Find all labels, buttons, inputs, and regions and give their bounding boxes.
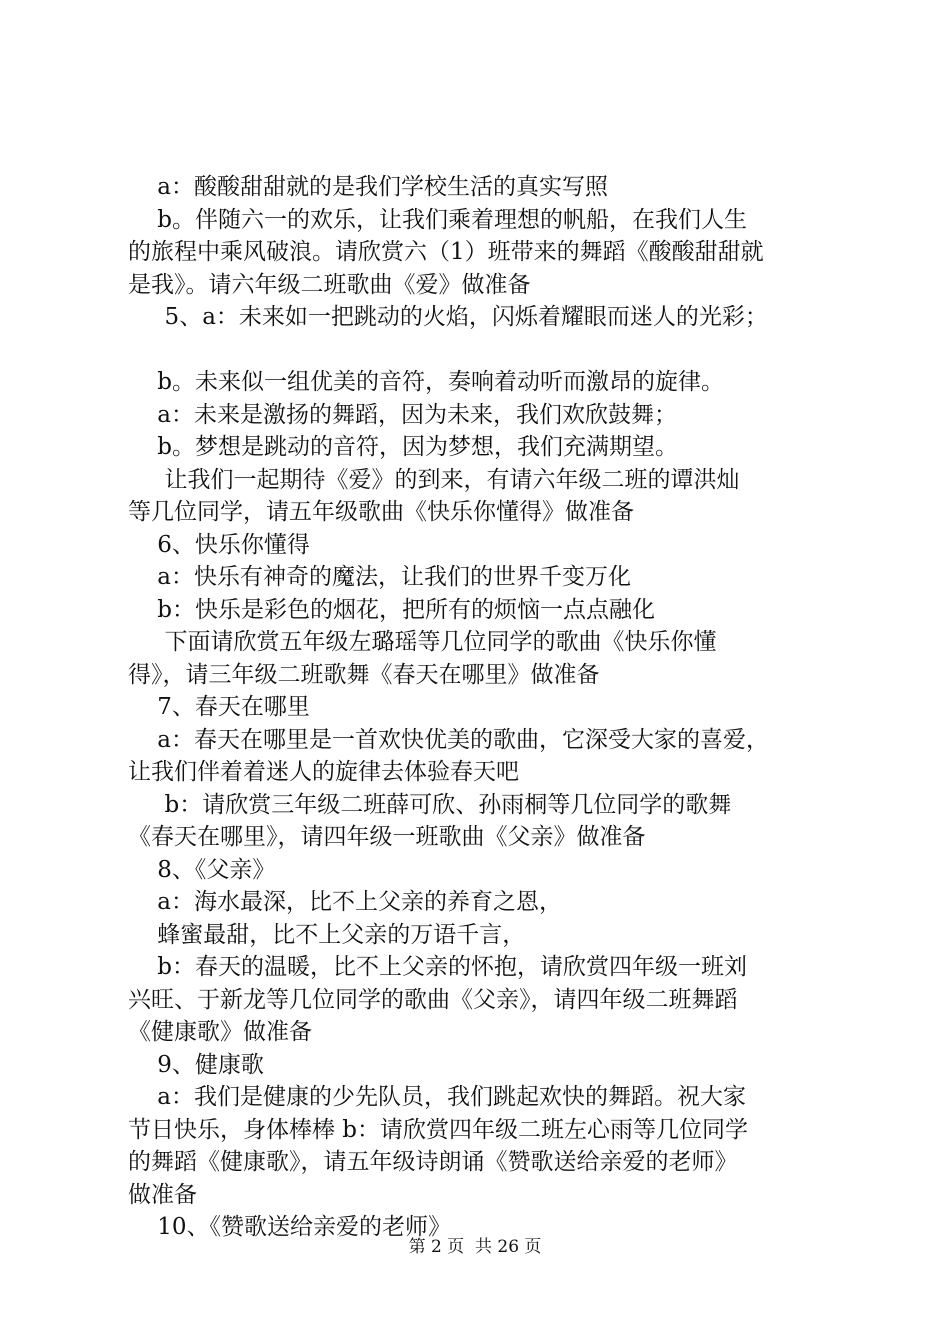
text-line: b。伴随六一的欢乐，让我们乘着理想的帆船，在我们人生 [128, 206, 747, 233]
text-line: 的舞蹈《健康歌》，请五年级诗朗诵《赞歌送给亲爱的老师》 [128, 1149, 738, 1175]
text-line: 节日快乐，身体棒棒 b：请欣赏四年级二班左心雨等几位同学 [128, 1116, 749, 1143]
text-line: 兴旺、于新龙等几位同学的歌曲《父亲》，请四年级二班舞蹈 [128, 986, 738, 1013]
text-line: 蜂蜜最甜，比不上父亲的万语千言， [128, 921, 526, 948]
text-line: b。未来似一组优美的音符，奏响着动听而激昂的旋律。 [128, 369, 724, 395]
text-line: 7、春天在哪里 [128, 694, 310, 720]
text-line: 6、快乐你懂得 [128, 531, 310, 558]
text-line: 让我们一起期待《爱》的到来，有请六年级二班的谭洪灿 [128, 466, 740, 493]
text-line: 《春天在哪里》，请四年级一班歌曲《父亲》做准备 [128, 824, 646, 850]
text-line: 9、健康歌 [128, 1051, 264, 1078]
text-line: a：我们是健康的少先队员，我们跳起欢快的舞蹈。祝大家 [128, 1084, 746, 1110]
text-line: 的旅程中乘风破浪。请欣赏六（1）班带来的舞蹈《酸酸甜甜就 [128, 239, 764, 265]
text-line: b：快乐是彩色的烟花，把所有的烦恼一点点融化 [128, 596, 655, 623]
text-line: 是我》。请六年级二班歌曲《爱》做准备 [128, 271, 531, 298]
page-number-footer: 第 2 页 共 26 页 [408, 1237, 542, 1257]
document-body [128, 171, 840, 1244]
text-line: b：请欣赏三年级二班薛可欣、孙雨桐等几位同学的歌舞 [128, 791, 732, 818]
text-line: a：未来是激扬的舞蹈，因为未来，我们欢欣鼓舞； [128, 401, 677, 428]
text-line: a：快乐有神奇的魔法，让我们的世界千变万化 [128, 564, 631, 590]
blank-line [128, 334, 840, 367]
text-line: a：春天在哪里是一首欢快优美的歌曲，它深受大家的喜爱， [128, 726, 769, 753]
text-line: 5、a：未来如一把跳动的火焰，闪烁着耀眼而迷人的光彩； [128, 304, 768, 330]
text-line: 做准备 [128, 1181, 197, 1208]
text-line: 《健康歌》做准备 [128, 1019, 312, 1045]
text-line: 8、《父亲》 [128, 856, 276, 883]
text-line: 下面请欣赏五年级左璐瑶等几位同学的歌曲《快乐你懂 [128, 629, 717, 655]
text-line: b。梦想是跳动的音符，因为梦想，我们充满期望。 [128, 434, 678, 460]
text-line: 10、《赞歌送给亲爱的老师》 [128, 1214, 452, 1240]
text-line: 让我们伴着着迷人的旋律去体验春天吧 [128, 759, 519, 785]
text-line: b：春天的温暖，比不上父亲的怀抱，请欣赏四年级一班刘 [128, 954, 747, 980]
text-line: a：酸酸甜甜就的是我们学校生活的真实写照 [128, 174, 608, 200]
text-line: 等几位同学，请五年级歌曲《快乐你懂得》做准备 [128, 499, 634, 525]
text-line: a：海水最深，比不上父亲的养育之恩， [128, 889, 562, 915]
text-line: 得》，请三年级二班歌舞《春天在哪里》做准备 [128, 661, 600, 688]
